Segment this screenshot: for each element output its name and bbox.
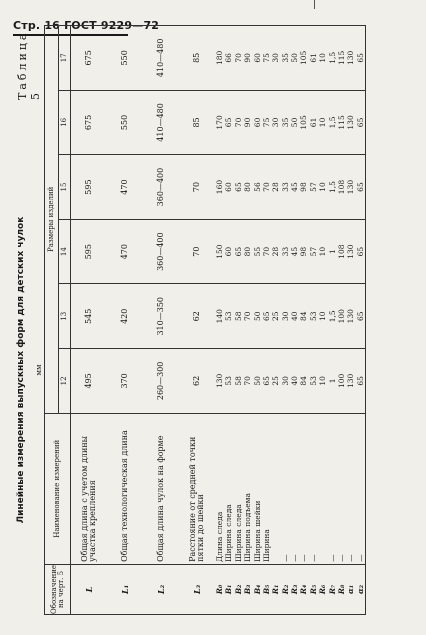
table-row xyxy=(346,26,355,615)
row-value: 65 xyxy=(262,284,271,349)
row-value: 30 xyxy=(281,284,290,349)
header-size-number: 15 xyxy=(59,155,71,220)
row-value: 10 xyxy=(318,284,327,349)
header-size-number: 17 xyxy=(59,26,71,91)
row-value: 310—350 xyxy=(143,284,179,349)
row-value: 130 xyxy=(346,26,355,91)
row-symbol: L₃ xyxy=(179,564,215,614)
table-row xyxy=(234,26,243,615)
row-value: 65 xyxy=(234,155,243,220)
table-row xyxy=(328,26,337,615)
row-value: 65 xyxy=(356,219,366,284)
table-unit: мм xyxy=(35,364,43,376)
row-name: Ширина шейки xyxy=(253,413,262,564)
row-value: 30 xyxy=(271,26,280,91)
row-value: 65 xyxy=(224,90,233,155)
row-name: Общая длина чулок на форме xyxy=(143,413,179,564)
table-row xyxy=(356,26,366,615)
row-value: 170 xyxy=(215,90,224,155)
row-value: 55 xyxy=(253,219,262,284)
row-value: 50 xyxy=(290,26,299,91)
row-symbol: R₅ xyxy=(309,564,318,614)
row-symbol: R₇ xyxy=(328,564,337,614)
row-value: 57 xyxy=(309,155,318,220)
row-value: 90 xyxy=(243,26,252,91)
rotated-table-block xyxy=(14,25,412,615)
row-value: 65 xyxy=(234,219,243,284)
row-name: Общая технологическая длина xyxy=(107,413,143,564)
row-value: 70 xyxy=(243,284,252,349)
row-value: 545 xyxy=(71,284,108,349)
row-value: 495 xyxy=(71,349,108,414)
row-name: — xyxy=(290,413,299,564)
row-value: 60 xyxy=(253,90,262,155)
table-row xyxy=(300,26,309,615)
row-value: 60 xyxy=(224,155,233,220)
row-value: 98 xyxy=(300,219,309,284)
scan-mark xyxy=(314,0,315,9)
table-row xyxy=(215,26,224,615)
row-value: 410—480 xyxy=(143,90,179,155)
row-value: 100 xyxy=(337,284,346,349)
row-value: 53 xyxy=(224,284,233,349)
row-value: 65 xyxy=(356,155,366,220)
row-value: 10 xyxy=(318,155,327,220)
row-name: Длина следа xyxy=(215,413,224,564)
row-value: 75 xyxy=(262,90,271,155)
row-value: 160 xyxy=(215,155,224,220)
row-value: 420 xyxy=(107,284,143,349)
row-value: 53 xyxy=(224,349,233,414)
row-value: 1,5 xyxy=(328,284,337,349)
row-name: — xyxy=(346,413,355,564)
row-value: 70 xyxy=(243,349,252,414)
row-symbol: B₂ xyxy=(234,564,243,614)
row-value: 40 xyxy=(290,284,299,349)
row-value: 130 xyxy=(346,284,355,349)
row-name xyxy=(271,413,280,564)
row-symbol: R₃ xyxy=(290,564,299,614)
row-value: 65 xyxy=(356,349,366,414)
row-value: 115 xyxy=(337,26,346,91)
header-symbol: Обозначение на черт. 5 xyxy=(45,564,71,614)
table-row xyxy=(71,26,108,615)
row-symbol: R₆ xyxy=(318,564,327,614)
row-name: — xyxy=(328,413,337,564)
row-value: 62 xyxy=(179,284,215,349)
row-value: 84 xyxy=(300,284,309,349)
row-value: 470 xyxy=(107,219,143,284)
row-symbol: α₁ xyxy=(346,564,355,614)
row-value: 35 xyxy=(281,26,290,91)
header-size-number: 14 xyxy=(59,219,71,284)
row-value: 61 xyxy=(309,26,318,91)
table-row xyxy=(309,26,318,615)
row-name: Ширина xyxy=(262,413,271,564)
row-value: 53 xyxy=(309,284,318,349)
row-value: 45 xyxy=(290,155,299,220)
row-value: 98 xyxy=(300,155,309,220)
row-value: 30 xyxy=(271,90,280,155)
header-name: Наименование измерений xyxy=(45,413,71,564)
row-value: 675 xyxy=(71,26,108,91)
row-value: 675 xyxy=(71,90,108,155)
row-name: — xyxy=(300,413,309,564)
table-label: Таблица 5 xyxy=(16,30,42,100)
row-value: 65 xyxy=(356,90,366,155)
row-value: 140 xyxy=(215,284,224,349)
row-value: 410—480 xyxy=(143,26,179,91)
row-value: 470 xyxy=(107,155,143,220)
row-symbol: R₄ xyxy=(300,564,309,614)
row-value: 28 xyxy=(271,155,280,220)
row-value: 70 xyxy=(262,219,271,284)
row-value: 10 xyxy=(318,349,327,414)
row-value: 60 xyxy=(253,26,262,91)
row-name: — xyxy=(281,413,290,564)
row-symbol: R₂ xyxy=(281,564,290,614)
header-sizes-group: Размеры изделий xyxy=(45,26,59,414)
row-value: 360—400 xyxy=(143,155,179,220)
row-value: 150 xyxy=(215,219,224,284)
row-value: 10 xyxy=(318,219,327,284)
row-value: 60 xyxy=(224,219,233,284)
row-value: 130 xyxy=(346,90,355,155)
row-value: 61 xyxy=(309,90,318,155)
row-value: 550 xyxy=(107,90,143,155)
row-value: 180 xyxy=(215,26,224,91)
row-symbol: B₁ xyxy=(224,564,233,614)
table-row xyxy=(271,26,280,615)
row-value: 85 xyxy=(179,26,215,91)
row-symbol: B₃ xyxy=(243,564,252,614)
row-value: 70 xyxy=(179,155,215,220)
header-size-number: 13 xyxy=(59,284,71,349)
row-value: 30 xyxy=(281,349,290,414)
row-name: — xyxy=(356,413,366,564)
row-symbol: R₀ xyxy=(215,564,224,614)
row-value: 105 xyxy=(300,26,309,91)
row-value: 33 xyxy=(281,219,290,284)
row-value: 53 xyxy=(309,349,318,414)
row-value: 10 xyxy=(318,26,327,91)
row-symbol: B₅ xyxy=(262,564,271,614)
row-name: — xyxy=(309,413,318,564)
table-row xyxy=(224,26,233,615)
row-value: 85 xyxy=(179,90,215,155)
row-name: Ширина следа xyxy=(224,413,233,564)
row-value: 65 xyxy=(262,349,271,414)
row-value: 56 xyxy=(253,155,262,220)
row-value: 1 xyxy=(328,219,337,284)
header-size-number: 16 xyxy=(59,90,71,155)
row-value: 25 xyxy=(271,284,280,349)
row-symbol: R₈ xyxy=(337,564,346,614)
row-value: 130 xyxy=(346,349,355,414)
table-row xyxy=(253,26,262,615)
row-value: 115 xyxy=(337,90,346,155)
row-value: 595 xyxy=(71,155,108,220)
row-value: 50 xyxy=(253,349,262,414)
row-name: Общая длина с учетом длины участка крепления xyxy=(71,413,108,564)
row-value: 90 xyxy=(243,90,252,155)
row-name xyxy=(318,413,327,564)
row-value: 80 xyxy=(243,219,252,284)
row-value: 130 xyxy=(215,349,224,414)
row-value: 10 xyxy=(318,90,327,155)
row-value: 1,5 xyxy=(328,155,337,220)
row-symbol: R₁ xyxy=(271,564,280,614)
row-value: 40 xyxy=(290,349,299,414)
page-header-text: Стр. 16 ГОСТ 9229—72 xyxy=(13,19,160,32)
table-row xyxy=(290,26,299,615)
row-value: 70 xyxy=(234,90,243,155)
row-value: 65 xyxy=(356,26,366,91)
row-value: 28 xyxy=(271,219,280,284)
row-name: Расстояние от средней точки пятки до шейки xyxy=(179,413,215,564)
row-symbol: L xyxy=(71,564,108,614)
row-value: 108 xyxy=(337,155,346,220)
row-value: 1 xyxy=(328,349,337,414)
table-row xyxy=(337,26,346,615)
row-value: 33 xyxy=(281,155,290,220)
row-symbol: L₂ xyxy=(143,564,179,614)
row-value: 100 xyxy=(337,349,346,414)
row-value: 70 xyxy=(234,26,243,91)
row-value: 65 xyxy=(356,284,366,349)
row-value: 360—400 xyxy=(143,219,179,284)
row-value: 550 xyxy=(107,26,143,91)
row-value: 62 xyxy=(179,349,215,414)
row-value: 1,5 xyxy=(328,26,337,91)
row-value: 130 xyxy=(346,155,355,220)
table-row xyxy=(107,26,143,615)
row-name: Ширина следа xyxy=(234,413,243,564)
header-size-number: 12 xyxy=(59,349,71,414)
row-value: 108 xyxy=(337,219,346,284)
table-row xyxy=(262,26,271,615)
row-value: 35 xyxy=(281,90,290,155)
row-value: 130 xyxy=(346,219,355,284)
row-value: 260—300 xyxy=(143,349,179,414)
table-row xyxy=(281,26,290,615)
table-body xyxy=(71,26,366,615)
table-row xyxy=(143,26,179,615)
row-value: 50 xyxy=(253,284,262,349)
table-row xyxy=(243,26,252,615)
table-row xyxy=(318,26,327,615)
table-row xyxy=(179,26,215,615)
row-value: 70 xyxy=(262,155,271,220)
row-value: 70 xyxy=(179,219,215,284)
measurements-table xyxy=(44,25,366,615)
row-value: 57 xyxy=(309,219,318,284)
table-title: Линейные измерения выпускных форм для детских чулок xyxy=(16,216,26,524)
row-value: 595 xyxy=(71,219,108,284)
row-value: 84 xyxy=(300,349,309,414)
row-symbol: L₁ xyxy=(107,564,143,614)
row-value: 1,5 xyxy=(328,90,337,155)
row-name: Ширина подъема xyxy=(243,413,252,564)
row-symbol: α₂ xyxy=(356,564,366,614)
row-value: 45 xyxy=(290,219,299,284)
row-value: 66 xyxy=(224,26,233,91)
row-value: 105 xyxy=(300,90,309,155)
row-name: — xyxy=(337,413,346,564)
row-symbol: B₄ xyxy=(253,564,262,614)
row-value: 50 xyxy=(290,90,299,155)
row-value: 58 xyxy=(234,349,243,414)
row-value: 75 xyxy=(262,26,271,91)
row-value: 370 xyxy=(107,349,143,414)
row-value: 80 xyxy=(243,155,252,220)
row-value: 58 xyxy=(234,284,243,349)
row-value: 25 xyxy=(271,349,280,414)
